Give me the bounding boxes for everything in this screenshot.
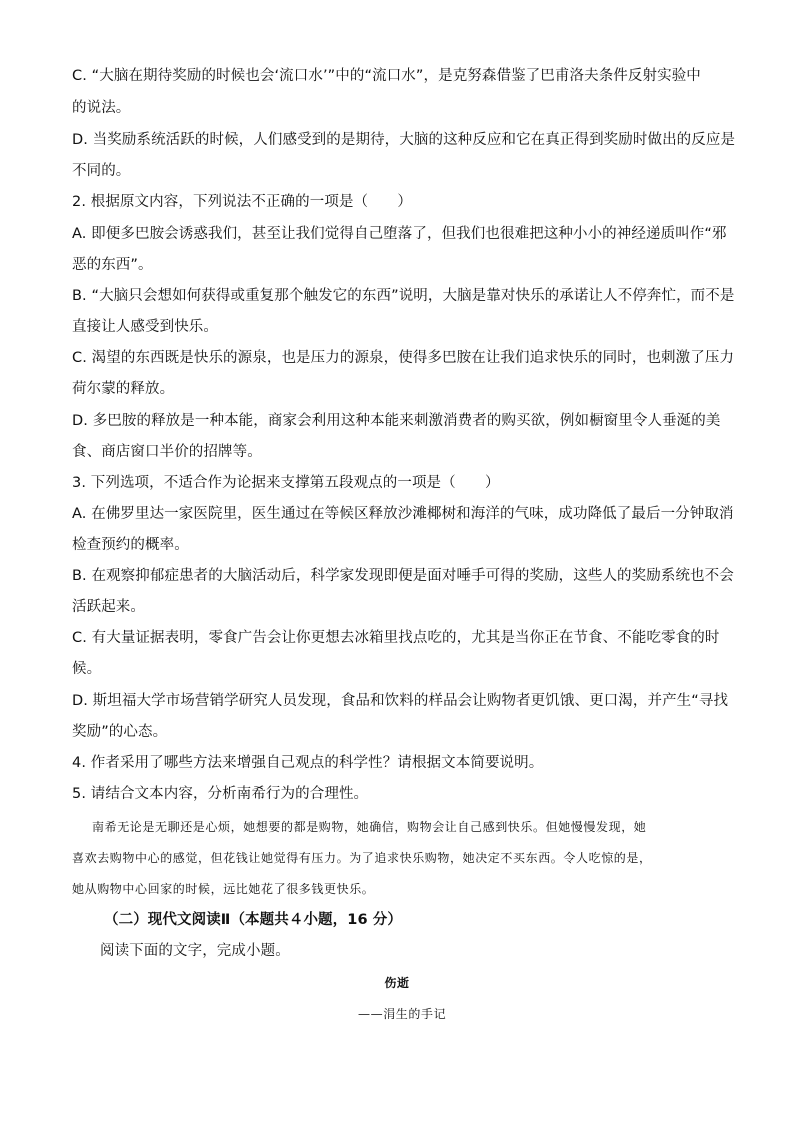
passage-line-2: 喜欢去购物中心的感觉，但花钱让她觉得有压力。为了追求快乐购物，她决定不买东西。令人吃惊的是， [72, 851, 652, 865]
question-5: 5. 请结合文本内容，分析南希行为的合理性。 [72, 786, 369, 802]
option-2b-line1: B. “大脑只会想如何获得或重复那个触发它的东西”说明，大脑是靠对快乐的承诺让人不停奔忙，而不是 [72, 288, 735, 304]
option-1d-line1: D. 当奖励系统活跃的时候，人们感受到的是期待，大脑的这种反应和它在真正得到奖励时做出的反应是 [72, 132, 736, 148]
passage-line-3: 她从购物中心回家的时候，远比她花了很多钱更快乐。 [72, 882, 375, 896]
option-3c-line2: 候。 [72, 661, 102, 677]
question-2: 2. 根据原文内容，下列说法不正确的一项是（ ） [72, 194, 412, 210]
passage-line-1: 南希无论是无聊还是心烦，她想要的都是购物，她确信，购物会让自己感到快乐。但她慢慢发现，她 [92, 820, 647, 834]
question-4: 4. 作者采用了哪些方法来增强自己观点的科学性？请根据文本简要说明。 [72, 755, 544, 771]
option-3a-line1: A. 在佛罗里达一家医院里，医生通过在等候区释放沙滩椰树和海洋的气味，成功降低了最后一分钟取消 [72, 506, 734, 522]
option-3d-line1: D. 斯坦福大学市场营销学研究人员发现，食品和饮料的样品会让购物者更饥饿、更口渴，并产生“寻找 [72, 693, 729, 709]
option-3c-line1: C. 有大量证据表明，零食广告会让你更想去冰箱里找点吃的，尤其是当你正在节食、不能吃零食的时 [72, 630, 720, 646]
option-2a-line2: 恶的东西”。 [72, 257, 153, 273]
option-2b-line2: 直接让人感受到快乐。 [72, 319, 218, 335]
option-1c-line1: C. “大脑在期待奖励的时候也会‘流口水’”中的“流口水”，是克努森借鉴了巴甫洛夫条件反射实验中 [72, 68, 701, 84]
reading-instruction: 阅读下面的文字，完成小题。 [100, 943, 290, 959]
article-subtitle: ——涓生的手记 [358, 1007, 447, 1021]
option-1c-line2: 的说法。 [72, 100, 131, 116]
option-2d-line1: D. 多巴胺的释放是一种本能，商家会利用这种本能来刺激消费者的购买欲，例如橱窗里令人垂涎的美 [72, 413, 721, 429]
option-1d-line2: 不同的。 [72, 163, 131, 179]
option-3a-line2: 检查预约的概率。 [72, 537, 189, 553]
option-2c-line2: 荷尔蒙的释放。 [72, 381, 175, 397]
section-heading: （二）现代文阅读Ⅱ（本题共４小题，16 分） [104, 912, 402, 928]
question-3: 3. 下列选项，不适合作为论据来支撑第五段观点的一项是（ ） [72, 475, 500, 491]
option-2a-line1: A. 即便多巴胺会诱惑我们，甚至让我们觉得自己堕落了，但我们也很难把这种小小的神经递质叫作“邪 [72, 226, 727, 242]
option-2c-line1: C. 渴望的东西既是快乐的源泉，也是压力的源泉，使得多巴胺在让我们追求快乐的同时，也刺激了压力 [72, 350, 735, 366]
option-3b-line1: B. 在观察抑郁症患者的大脑活动后，科学家发现即便是面对唾手可得的奖励，这些人的奖励系统也不会 [72, 568, 734, 584]
article-title: 伤逝 [384, 976, 410, 990]
option-2d-line2: 食、商店窗口半价的招牌等。 [72, 444, 262, 460]
option-3b-line2: 活跃起来。 [72, 599, 145, 615]
option-3d-line2: 奖励”的心态。 [72, 724, 168, 740]
